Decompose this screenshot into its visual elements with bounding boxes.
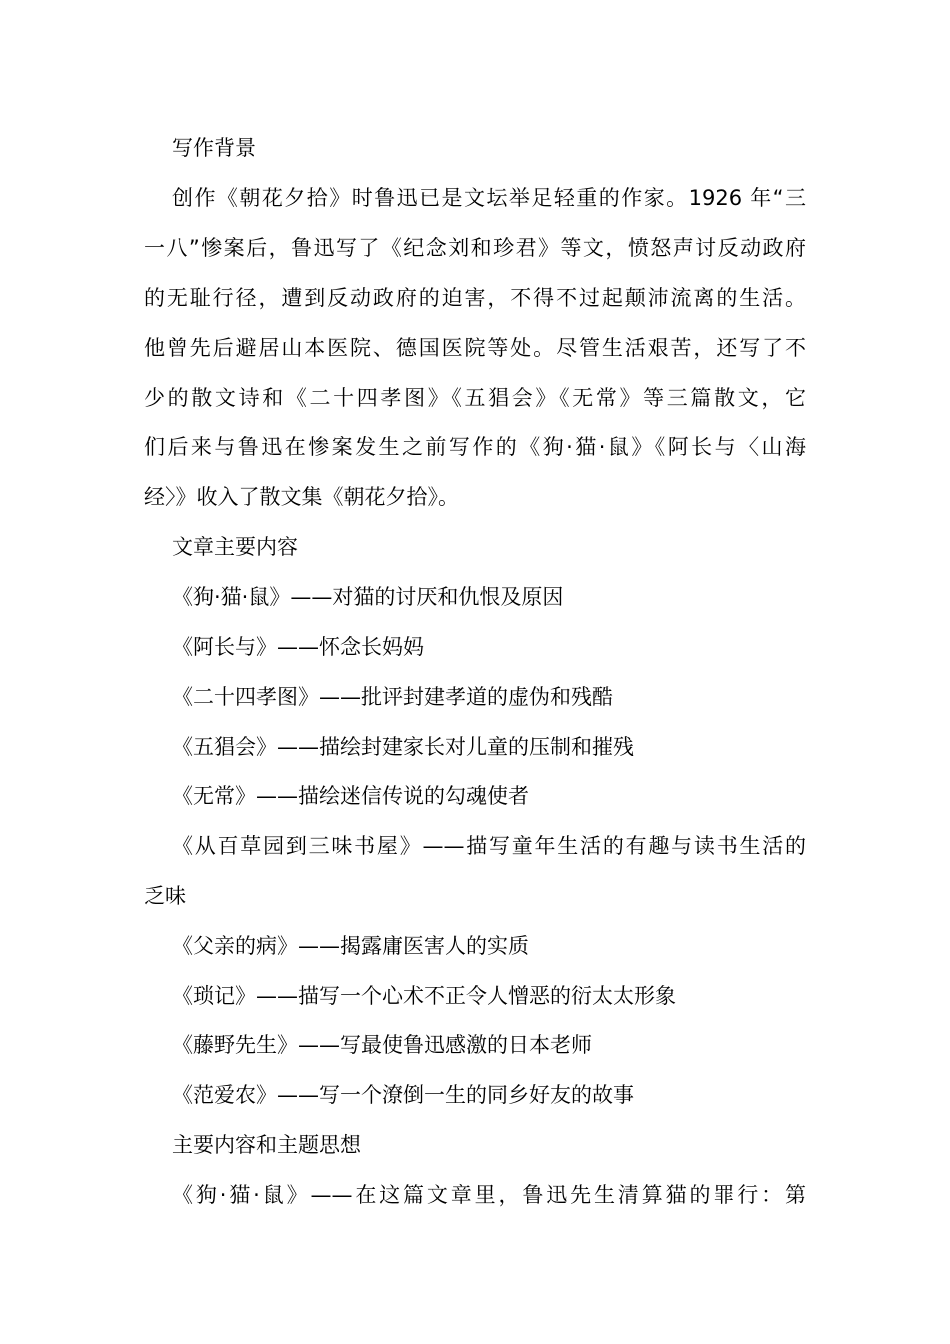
- list-item: 《二十四孝图》——批评封建孝道的虚伪和残酷: [172, 685, 613, 709]
- list-item: 《无常》——描绘迷信传说的勾魂使者: [172, 784, 529, 808]
- paragraph-line: 《狗·猫·鼠》——在这篇文章里，鲁迅先生清算猫的罪行：第: [172, 1183, 806, 1207]
- list-item: 《父亲的病》——揭露庸医害人的实质: [172, 934, 529, 958]
- paragraph-line: 创作《朝花夕拾》时鲁迅已是文坛举足轻重的作家。1926 年“三: [172, 186, 806, 210]
- heading-writing-background: 写作背景: [172, 136, 256, 160]
- list-item: 《阿长与》——怀念长妈妈: [172, 635, 424, 659]
- paragraph-line: 他曾先后避居山本医院、德国医院等处。尽管生活艰苦，还写了不: [144, 336, 806, 360]
- paragraph-line: 经〉》收入了散文集《朝花夕拾》。: [144, 485, 459, 509]
- paragraph-line: 少的散文诗和《二十四孝图》《五猖会》《无常》等三篇散文，它: [144, 386, 806, 410]
- list-item: 《琐记》——描写一个心术不正令人憎恶的衍太太形象: [172, 984, 676, 1008]
- list-item: 《五猖会》——描绘封建家长对儿童的压制和摧残: [172, 735, 634, 759]
- heading-theme: 主要内容和主题思想: [172, 1133, 361, 1157]
- paragraph-line: 的无耻行径，遭到反动政府的迫害，不得不过起颠沛流离的生活。: [144, 286, 806, 310]
- list-item-continuation: 乏味: [144, 884, 186, 908]
- list-item: 《藤野先生》——写最使鲁迅感激的日本老师: [172, 1033, 592, 1057]
- paragraph-line: 一八”惨案后，鲁迅写了《纪念刘和珍君》等文，愤怒声讨反动政府: [144, 236, 806, 260]
- heading-main-content: 文章主要内容: [172, 535, 298, 559]
- paragraph-line: 们后来与鲁迅在惨案发生之前写作的《狗·猫·鼠》《阿长与〈山海: [144, 435, 806, 459]
- list-item: 《从百草园到三味书屋》——描写童年生活的有趣与读书生活的: [172, 834, 806, 858]
- list-item: 《狗·猫·鼠》——对猫的讨厌和仇恨及原因: [172, 585, 564, 609]
- list-item: 《范爱农》——写一个潦倒一生的同乡好友的故事: [172, 1083, 634, 1107]
